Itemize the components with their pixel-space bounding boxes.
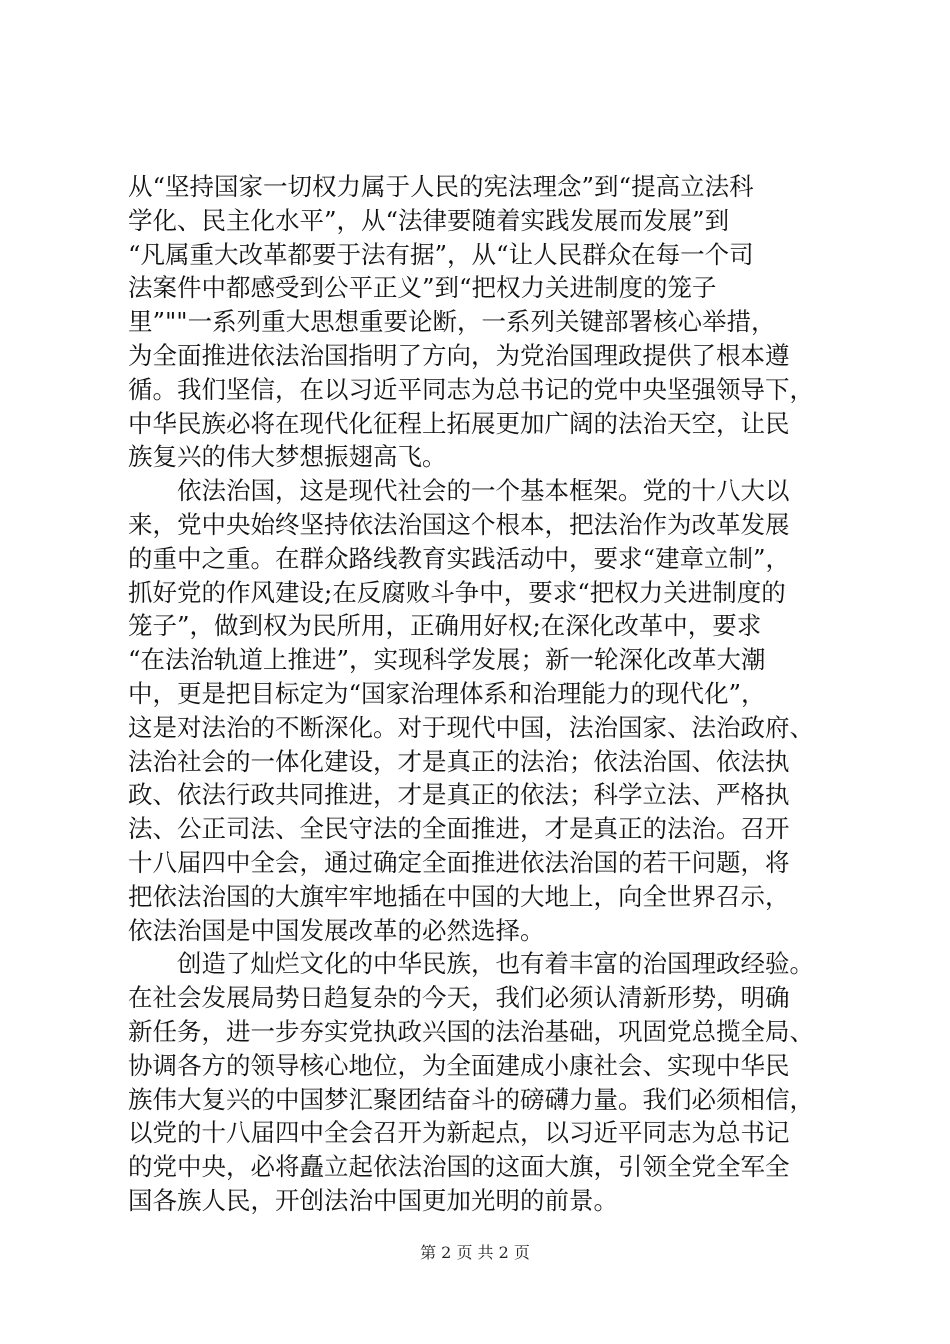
text-line: 依法治国是中国发展改革的必然选择。 bbox=[128, 915, 545, 945]
page-footer: 第 2 页 共 2 页 bbox=[420, 1243, 530, 1262]
text-line: “凡属重大改革都要于法有据”，从“让人民群众在每一个司 bbox=[128, 239, 754, 269]
text-line: 以党的十八届四中全会召开为新起点，以习近平同志为总书记 bbox=[128, 1118, 790, 1148]
text-line: “在法治轨道上推进”，实现科学发展；新一轮深化改革大潮 bbox=[128, 645, 766, 675]
text-line: 法、公正司法、全民守法的全面推进，才是真正的法治。召开 bbox=[128, 814, 790, 844]
text-line: 依法治国，这是现代社会的一个基本框架。党的十八大以 bbox=[128, 476, 790, 506]
text-line: 循。我们坚信，在以习近平同志为总书记的党中央坚强领导下， bbox=[128, 374, 814, 404]
text-line: 把依法治国的大旗牢牢地插在中国的大地上，向全世界召示， bbox=[128, 881, 790, 911]
text-line: 族复兴的伟大梦想振翅高飞。 bbox=[128, 442, 447, 472]
text-line: 协调各方的领导核心地位，为全面建成小康社会、实现中华民 bbox=[128, 1050, 790, 1080]
text-line: 这是对法治的不断深化。对于现代中国，法治国家、法治政府、 bbox=[128, 712, 814, 742]
text-line: 十八届四中全会，通过确定全面推进依法治国的若干问题，将 bbox=[128, 847, 790, 877]
text-line: 政、依法行政共同推进，才是真正的依法；科学立法、严格执 bbox=[128, 780, 790, 810]
document-body bbox=[128, 170, 828, 1218]
text-line: 的党中央，必将矗立起依法治国的这面大旗，引领全党全军全 bbox=[128, 1152, 790, 1182]
text-line: 学化、民主化水平”，从“法律要随着实践发展而发展”到 bbox=[128, 205, 730, 235]
text-line: 为全面推进依法治国指明了方向，为党治国理政提供了根本遵 bbox=[128, 340, 790, 370]
text-line: 里”""一系列重大思想重要论断，一系列关键部署核心举措， bbox=[128, 307, 776, 337]
text-line: 来，党中央始终坚持依法治国这个根本，把法治作为改革发展 bbox=[128, 509, 790, 539]
text-line: 族伟大复兴的中国梦汇聚团结奋斗的磅礴力量。我们必须相信， bbox=[128, 1084, 814, 1114]
text-line: 笼子”，做到权为民所用，正确用好权;在深化改革中，要求 bbox=[128, 611, 762, 641]
text-line: 在社会发展局势日趋复杂的今天，我们必须认清新形势，明确 bbox=[128, 983, 790, 1013]
text-line: 中华民族必将在现代化征程上拓展更加广阔的法治天空，让民 bbox=[128, 408, 790, 438]
text-line: 抓好党的作风建设;在反腐败斗争中，要求“把权力关进制度的 bbox=[128, 577, 786, 607]
text-line: 国各族人民，开创法治中国更加光明的前景。 bbox=[128, 1185, 618, 1215]
text-line: 中，更是把目标定为“国家治理体系和治理能力的现代化”， bbox=[128, 678, 766, 708]
text-line: 创造了灿烂文化的中华民族，也有着丰富的治国理政经验。 bbox=[128, 949, 814, 979]
text-line: 法案件中都感受到公平正义”到“把权力关进制度的笼子 bbox=[128, 273, 717, 303]
text-line: 新任务，进一步夯实党执政兴国的法治基础，巩固党总揽全局、 bbox=[128, 1016, 814, 1046]
text-line: 的重中之重。在群众路线教育实践活动中，要求“建章立制”， bbox=[128, 543, 791, 573]
text-line: 法治社会的一体化建设，才是真正的法治；依法治国、依法执 bbox=[128, 746, 790, 776]
text-line: 从“坚持国家一切权力属于人民的宪法理念”到“提高立法科 bbox=[128, 172, 754, 201]
